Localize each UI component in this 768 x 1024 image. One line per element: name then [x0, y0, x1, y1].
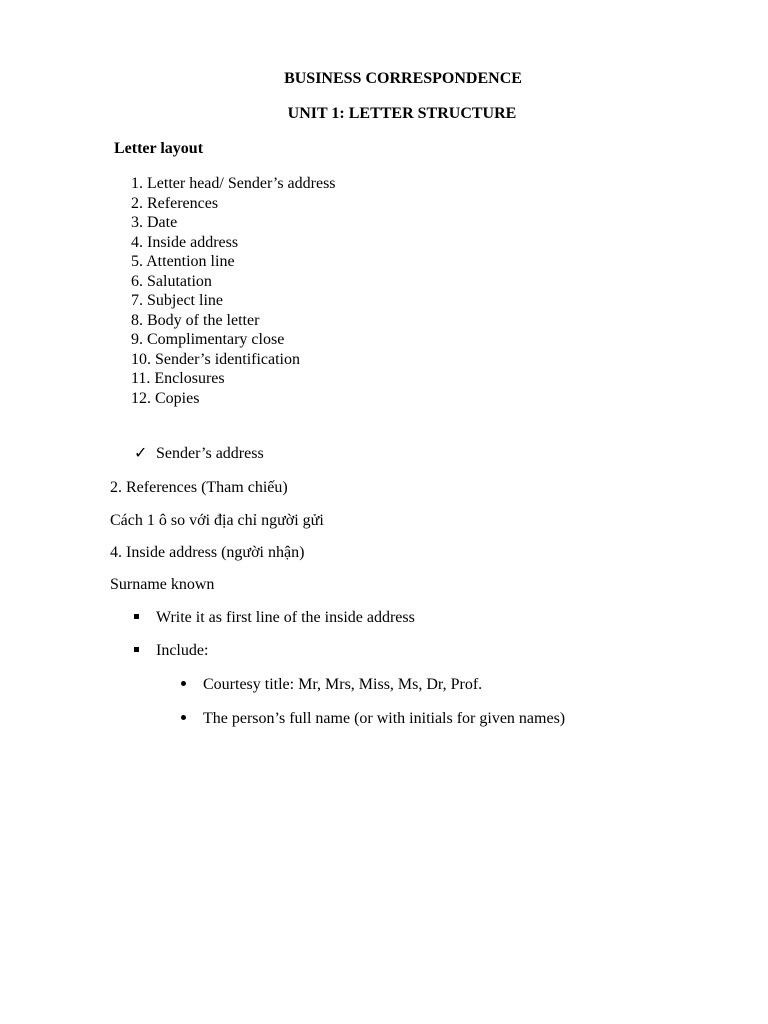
list-item: 4. Inside address	[131, 233, 239, 251]
round-bullet-icon	[181, 715, 186, 720]
round-bullet-text: The person’s full name (or with initials for given names)	[203, 710, 566, 727]
list-item: 3. Date	[131, 214, 178, 231]
checked-item-label: Sender’s address	[156, 445, 264, 462]
square-bullet-text: Include:	[156, 642, 209, 659]
letter-layout-list	[131, 174, 336, 408]
references-line: 2. References (Tham chiếu)	[110, 479, 288, 496]
surname-line: Surname known	[110, 576, 215, 593]
list-item: 9. Complimentary close	[131, 331, 285, 348]
square-bullet-icon	[134, 614, 139, 619]
square-bullet-icon	[134, 647, 139, 652]
round-bullet-text: Courtesy title: Mr, Mrs, Miss, Ms, Dr, Prof.	[203, 676, 483, 693]
list-item: 2. References	[131, 194, 219, 212]
list-item: 5. Attention line	[131, 253, 235, 270]
list-item: 7. Subject line	[131, 292, 223, 309]
square-bullet-item	[134, 641, 208, 661]
unit-title: UNIT 1: LETTER STRUCTURE	[287, 105, 517, 122]
square-bullet-text: Write it as first line of the inside address	[156, 609, 415, 626]
document-title: BUSINESS CORRESPONDENCE	[284, 70, 522, 87]
list-item: 10. Sender’s identification	[131, 350, 300, 368]
spacing-note: Cách 1 ô so với địa chỉ người gửi	[110, 512, 324, 529]
checked-item	[134, 444, 264, 464]
check-mark-icon: ✓	[134, 445, 148, 462]
list-item: 1. Letter head/ Sender’s address	[131, 175, 336, 192]
round-bullet-icon	[181, 681, 186, 686]
list-item: 12. Copies	[131, 389, 200, 407]
square-bullet-item	[134, 608, 415, 628]
round-bullet-item	[181, 709, 565, 729]
list-item: 8. Body of the letter	[131, 311, 260, 329]
list-item: 6. Salutation	[131, 272, 212, 290]
list-item: 11. Enclosures	[131, 370, 225, 387]
section-heading: Letter layout	[114, 140, 204, 157]
round-bullet-item	[181, 675, 482, 695]
inside-address-line: 4. Inside address (người nhận)	[110, 544, 305, 561]
